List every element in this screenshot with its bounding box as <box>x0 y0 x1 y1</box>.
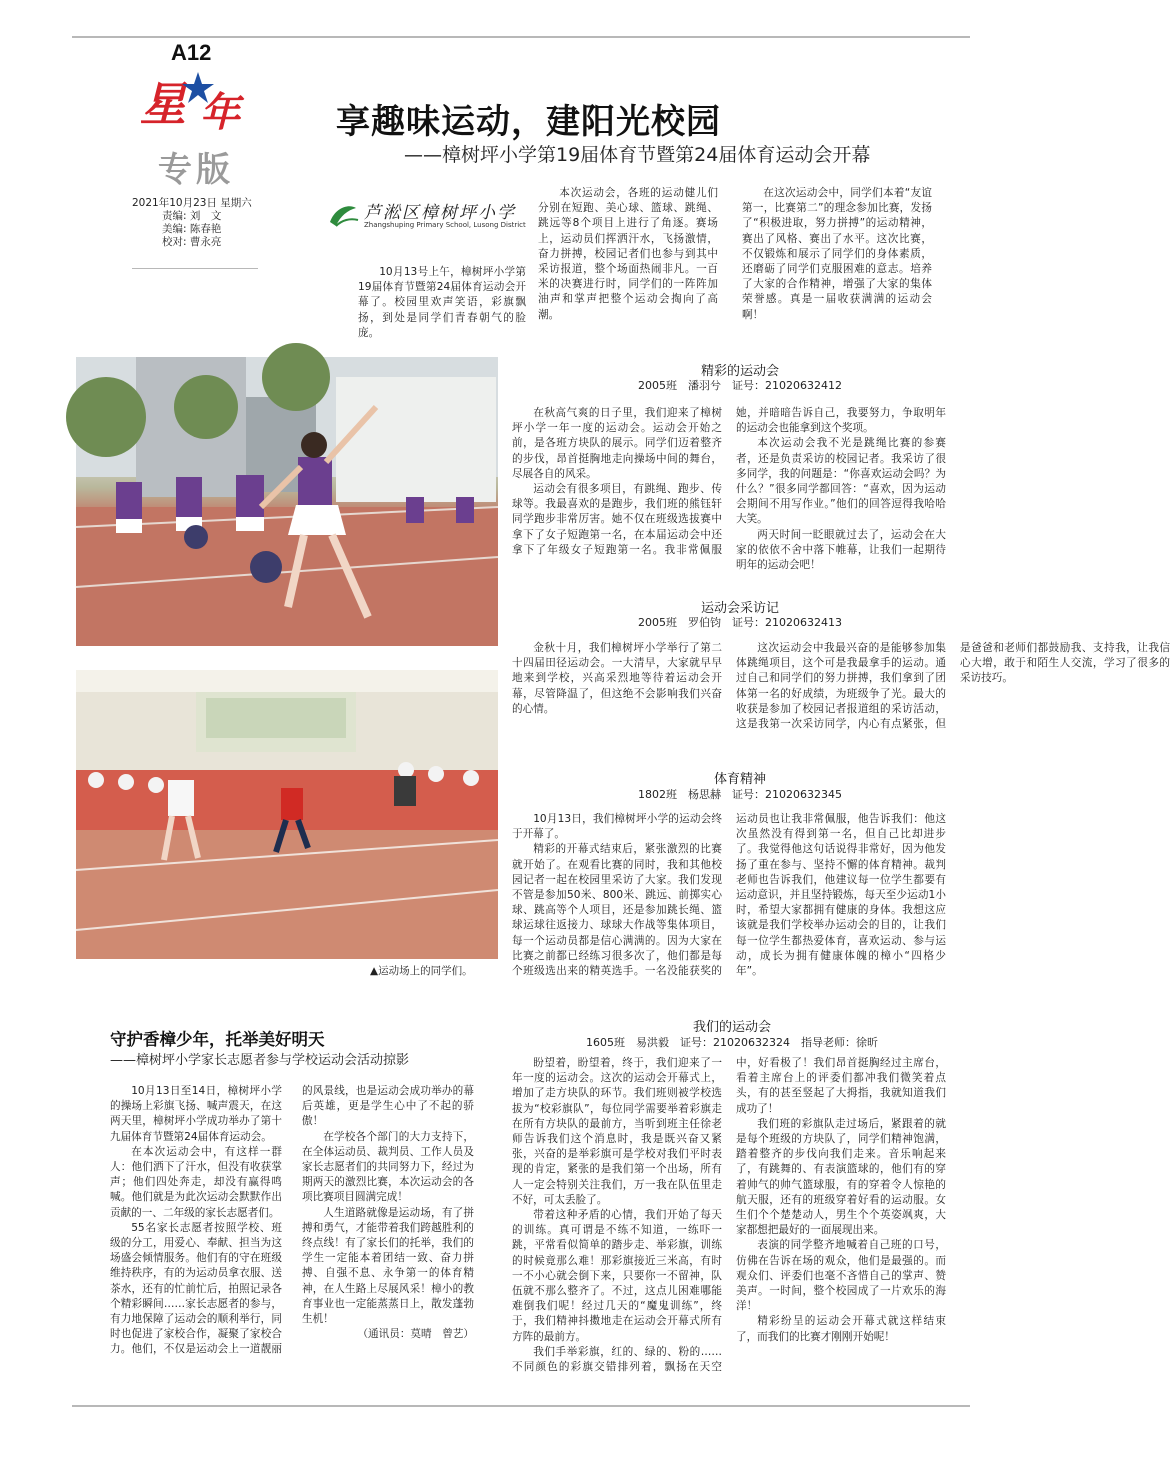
article-3-body <box>512 812 946 1006</box>
article-4-paragraph: 精彩纷呈的运动会开幕式就这样结束了，而我们的比赛才刚刚开始呢！ <box>736 1315 946 1343</box>
article-3-byline: 1802班 杨思赫 证号：21020632345 <box>638 788 842 801</box>
headline-title: 享趣味运动，建阳光校园 <box>336 102 721 142</box>
lead-paragraph-2-text: 在这次运动会中，同学们本着“友谊第一，比赛第二”的理念参加比赛，发扬了“积极进取，努力拼搏”的运动精神，赛出了风格、赛出了水平。这次比赛，不仅锻炼和展示了同学们的身体素质，还磨砺了同学们克服困难的意志。培养了大家的合作精神，增强了大家的集体荣誉感。真是一届收获满满的运动会啊！ <box>742 187 932 321</box>
article-1-paragraph: 在秋高气爽的日子里，我们迎来了樟树坪小学一年一度的运动会。运动会开始之前，是各班方块队的展示。同学们迈着整齐的步伐，昂首挺胸地走向操场中间的舞台，尽展各自的风采。 <box>512 407 722 480</box>
article-4-byline: 1605班 易洪毅 证号：21020632324 指导老师：徐昕 <box>586 1036 878 1049</box>
feature-paragraph: 10月13日至14日，樟树坪小学的操场上彩旗飞扬、喊声震天，在这两天里，樟树坪小学成功举办了第十九届体育节暨第24届体育运动会。 <box>110 1085 282 1143</box>
article-4-title: 我们的运动会 <box>692 1020 771 1035</box>
school-name-cn: 芦淞区樟树坪小学 <box>364 203 516 223</box>
photo-running-race <box>76 670 498 959</box>
brand-logo <box>140 66 260 136</box>
issue-date: 2021年10月23日 星期六 <box>132 197 252 209</box>
article-2-paragraph: 这次运动会中我最兴奋的是能够参加集体跳绳项目，这个可是我最拿手的运动。通过自己和同学们的努力拼搏，我们拿到了团体第一名的好成绩，为班级争了光。最大的收获是参加了校园记者报道组的采访活动，这是我第一次采访同学，内心有点紧张，但是爸爸和老师们都鼓励我、支持我，让我信心大增，敢于和陌生人交流，学习了很多的采访技巧。 <box>736 642 1170 731</box>
school-logo <box>322 196 532 236</box>
brand-sub: 专版 <box>158 150 234 190</box>
article-2-body <box>512 641 1170 747</box>
article-1-paragraph: 运动会有很多项目，有跳绳、跑步、传球等。我最喜欢的是跑步，我们班的熊钰轩同学跑步非常厉害。她不仅在班级选拔赛中拿下了女子短跑第一名，在本届运动会中还拿下了年级女子短跑第一名。我非常佩服她，并暗暗告诉自己，我要努力，争取明年的运动会也能拿到这个奖项。 <box>512 407 946 556</box>
editor: 责编: 刘 文 <box>162 210 222 222</box>
article-2-byline: 2005班 罗伯钧 证号：21020632413 <box>638 616 842 629</box>
article-2-title: 运动会采访记 <box>700 601 779 616</box>
school-name-en: Zhangshuping Primary School, Lusong District <box>364 221 526 229</box>
feature-subtitle: ——樟树坪小学家长志愿者参与学校运动会活动掠影 <box>110 1053 410 1068</box>
article-1-byline: 2005班 潘羽兮 证号：21020632412 <box>638 379 842 392</box>
article-4-paragraph: 我们班的彩旗队走过场后，紧跟着的就是每个班级的方块队了，同学们精神饱满，踏着整齐的步伐向我们走来。音乐响起来了，有跳舞的、有表演篮球的，他们有的穿着帅气的帅气篮球服，有的穿着令人惊艳的航天服，还有的班级穿着好看的运动服。女生们个个楚楚动人，男生个个英姿飒爽，大家都想把最好的一面展现出来。 <box>736 1117 946 1237</box>
top-rule <box>72 36 970 38</box>
photo-scene-top <box>76 357 498 646</box>
article-4-paragraph: 带着这种矛盾的心情，我们开始了每天的训练。真可谓是不练不知道，一练吓一跳，平常看似简单的踏步走、举彩旗，训练的时候竟那么难！那彩旗接近三米高，有时一不小心就会倒下来，只要你一不留神，队伍就不那么整齐了。不过，这点儿困难哪能难倒我们呢！经过几天的“魔鬼训练”，终于，我们精神抖擞地走在运动会开幕式所有方阵的最前方。 <box>512 1209 722 1343</box>
article-4-paragraph: 我们手举彩旗，红的、绿的、粉的……不同颜色的彩旗交错排列着，飘扬在天空中，好看极了！我们昂首挺胸经过主席台，看着主席台上的评委们都冲我们微笑着点头，有的甚至竖起了大拇指，我就知道我们成功了！ <box>512 1057 946 1374</box>
article-4-body <box>512 1056 946 1388</box>
feature-credit: （通讯员：莫晴 曾艺） <box>357 1328 474 1341</box>
bottom-rule <box>72 1405 970 1407</box>
lead-paragraph-2 <box>742 186 932 323</box>
school-emblem-icon <box>326 200 360 230</box>
feature-title: 守护香樟少年，托举美好明天 <box>110 1030 325 1049</box>
designer: 美编: 陈春艳 <box>162 223 222 235</box>
lead-paragraph-1-text: 本次运动会，各班的运动健儿们分别在短跑、美心球、篮球、跳绳、跳远等8个项目上进行了角逐。赛场上，运动员们挥洒汗水，飞扬激情，奋力拼搏，校园记者们也参与到其中采访报道，整个场面热闹非凡。一百米的决赛进行时，同学们的一阵阵加油声和掌声把整个运动会掏向了高潮。 <box>538 187 718 321</box>
lead-intro-text: 10月13号上午，樟树坪小学第19届体育节暨第24届体育运动会开幕了。校园里欢声笑语，彩旗飘扬，到处是同学们青春朝气的脸庞。 <box>358 266 526 339</box>
masthead-divider <box>132 268 258 269</box>
article-4-paragraph: 表演的同学整齐地喊着自己班的口号，仿佛在告诉在场的观众，他们是最强的。而观众们、评委们也毫不吝惜自己的掌声、赞美声。一时间，整个校园成了一片欢乐的海洋！ <box>736 1239 946 1313</box>
feature-paragraph: 在学校各个部门的大力支持下，在全体运动员、裁判员、工作人员及家长志愿者们的共同努力下，经过为期两天的激烈比赛，本次运动会的各项比赛项目圆满完成！ <box>302 1130 474 1204</box>
star-icon <box>140 66 260 136</box>
feature-paragraph: 在本次运动会中，有这样一群人：他们洒下了汗水，但没有收获掌声；他们四处奔走，却没有赢得鸣喊。他们就是为此次运动会默默作出贡献的一、二年级的家长志愿者们。 <box>110 1145 282 1219</box>
photo-sports-dance <box>76 357 498 646</box>
article-1-paragraph: 本次运动会我不光是跳绳比赛的参赛者，还是负责采访的校园记者。我采访了很多同学，我的问题是：“你喜欢运动会吗？为什么？”很多同学都回答：“喜欢，因为运动会期间不用写作业。”他们的回答逗得我哈哈大笑。 <box>736 437 946 526</box>
headline-subtitle: ——樟树坪小学第19届体育节暨第24届体育运动会开幕 <box>404 144 871 166</box>
feature-body <box>110 1084 474 1380</box>
photo-caption: ▲运动场上的同学们。 <box>370 965 473 977</box>
page-number: A12 <box>171 40 212 65</box>
article-3-paragraph: 10月13日，我们樟树坪小学的运动会终于开幕了。 <box>512 813 722 841</box>
svg-text:星: 星 <box>140 77 186 131</box>
lead-intro <box>358 265 526 341</box>
article-3-title: 体育精神 <box>713 772 766 787</box>
article-1-paragraph: 两天时间一眨眼就过去了，运动会在大家的依依不舍中落下帷幕，让我们一起期待明年的运动会吧！ <box>736 528 946 572</box>
photo-scene-bottom <box>76 670 498 959</box>
proofreader: 校对: 曹永亮 <box>162 236 222 248</box>
lead-paragraph-1 <box>538 186 718 323</box>
article-1-body <box>512 406 946 594</box>
feature-paragraph: 55名家长志愿者按照学校、班级的分工，用爱心、奉献、担当为这场盛会倾情服务。他们有的守在班级维持秩序，有的为运动员拿衣服、送茶水，还有的忙前忙后，拍照记录各个精彩瞬间……家长志愿者的参与，有力地保障了运动会的顺利举行，同时也促进了家校合作，凝聚了家校合力。他们，不仅是运动会上一道靓丽的风景线，也是运动会成功举办的幕后英雄，更是学生心中了不起的骄傲！ <box>110 1085 474 1356</box>
article-1-title: 精彩的运动会 <box>700 364 779 379</box>
article-3-paragraph: 精彩的开幕式结束后，紧张激烈的比赛就开始了。在观看比赛的同时，我和其他校园记者一起在校园里采访了大家。我们发现不管是参加50米、800米、跳远、前掷实心球、跳高等个人项目，还是参加跳长绳、篮球运球往返接力、球球大作战等集体项目，每一个运动员都是信心满满的。因为大家在比赛之前都已经练习很多次了，他们都是每个班级选出来的精英选手。一名没能获奖的运动员也让我非常佩服，他告诉我们：他这次虽然没有得到第一名，但自己比却进步了。我觉得他这句话说得非常好，因为他发扬了重在参与、坚持不懈的体育精神。裁判老师也告诉我们，他建议每一位学生都要有运动意识，并且坚持锻炼，每天至少运动1小时，希望大家都拥有健康的身体。我想这应该就是我们学校举办运动会的目的，让我们每一位学生都热爱体育，喜欢运动、参与运动，成长为拥有健康体魄的樟小“四格少年”。 <box>512 813 946 978</box>
feature-paragraph: 人生道路就像是运动场，有了拼搏和勇气，才能带着我们跨越胜利的终点线！有了家长们的托举，我们的学生一定能本着团结一致、奋力拼搏、自强不息、永争第一的体育精神，在人生路上尽展风采！樟小的教育事业也一定能蒸蒸日上，散发蓬勃生机！ <box>302 1206 474 1326</box>
article-2-paragraph: 金秋十月，我们樟树坪小学举行了第二十四届田径运动会。一大清早，大家就早早地来到学校，兴高采烈地等待着运动会开幕，尽管降温了，但这绝不会影响我们兴奋的心情。 <box>512 642 722 715</box>
article-4-paragraph: 盼望着，盼望着，终于，我们迎来了一年一度的运动会。这次的运动会开幕式上，增加了走方块队的环节。我们班则被学校选拔为“校彩旗队”，每位同学需要举着彩旗走在所有方块队的最前方，当听到班主任徐老师告诉我们这个消息时，我是既兴奋又紧张，兴奋的是举彩旗可是学校对我们平时表现的肯定，紧张的是我们第一个出场，所有人一定会特别关注我们，万一我在队伍里走不好，可太丢脸了。 <box>512 1057 722 1206</box>
masthead-info <box>132 197 252 249</box>
svg-text:年: 年 <box>200 90 240 136</box>
